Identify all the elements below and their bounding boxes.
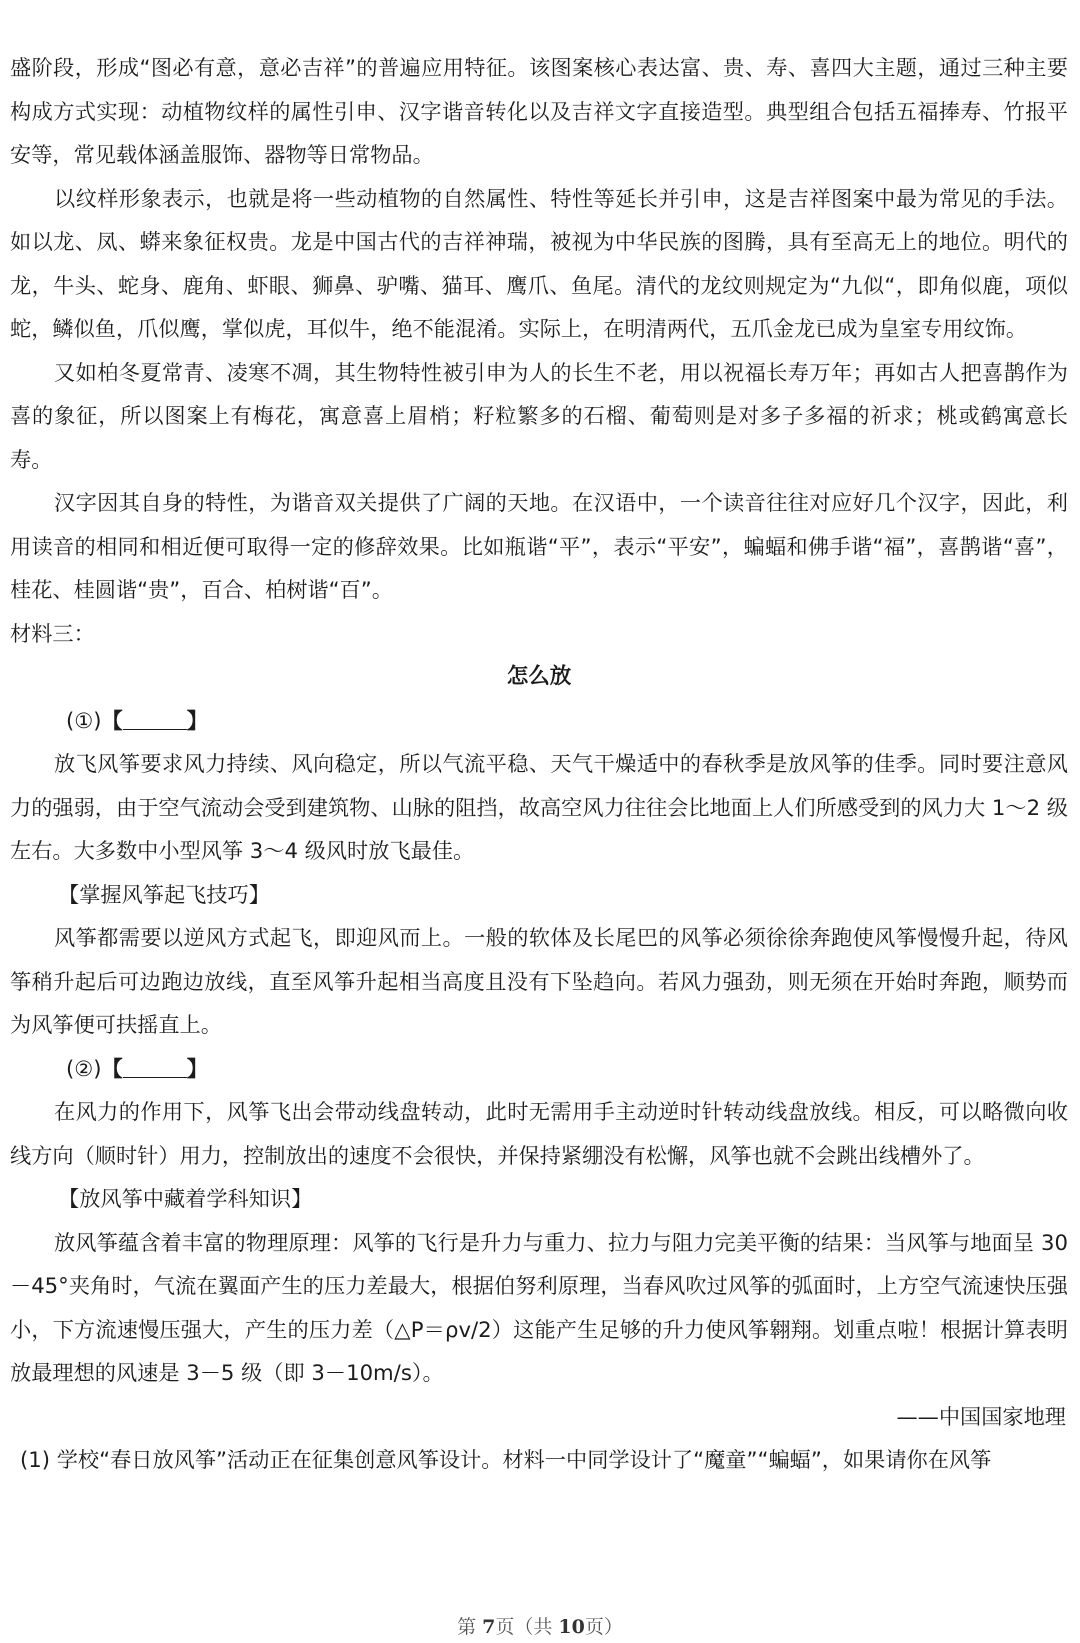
- document-page: [10, 46, 1068, 1482]
- heading-takeoff-skills: 【掌握风筝起飞技巧】: [58, 881, 270, 907]
- paragraph-intro-continued: 盛阶段，形成“图必有意，意必吉祥”的普遍应用特征。该图案核心表达富、贵、寿、喜四大主题，通过三种主要构成方式实现：动植物纹样的属性引申、汉字谐音转化以及吉祥文字直接造型。典型组合包括五福捧寿、竹报平安等，常见载体涵盖服饰、器物等日常物品。: [10, 55, 1068, 167]
- footer-total-pages: 10: [558, 1616, 585, 1638]
- blank-heading-2: [10, 1047, 1068, 1091]
- footer-suffix: 页）: [584, 1616, 623, 1638]
- footer-page-number: 7: [482, 1616, 496, 1638]
- page-footer: [0, 1612, 1080, 1639]
- paragraph-plant-animal-meaning: 又如柏冬夏常青、凌寒不凋，其生物特性被引申为人的长生不老，用以祝福长寿万年；再如古人把喜鹊作为喜的象征，所以图案上有梅花，寓意喜上眉梢；籽粒繁多的石榴、葡萄则是对多子多福的祈求；桃或鹤寓意长寿。: [10, 359, 1068, 472]
- source-attribution: ——中国国家地理: [896, 1403, 1066, 1429]
- question-1: (1) 学校“春日放风筝”活动正在征集创意风筝设计。材料一中同学设计了“魔童”“蝙蝠”，如果请你在风筝: [20, 1447, 992, 1472]
- blank-heading-1-open-bracket: 【: [101, 707, 123, 733]
- footer-prefix: 第: [457, 1616, 483, 1638]
- blank-heading-1-number: (①): [66, 707, 102, 733]
- blank-heading-2-open-bracket: 【: [101, 1055, 123, 1081]
- heading-subject-knowledge: 【放风筝中藏着学科知识】: [58, 1186, 313, 1211]
- paragraph-wind-conditions: 放飞风筝要求风力持续、风向稳定，所以气流平稳、天气干燥适中的春秋季是放风筝的佳季。同时要注意风力的强弱，由于空气流动会受到建筑物、山脉的阻挡，故高空风力往往会比地面上人们所感受到的风力大 1～2 级左右。大多数中小型风筝 3～4 级风时放飞最佳。: [10, 751, 1068, 863]
- paragraph-pattern-symbolism: 以纹样形象表示，也就是将一些动植物的自然属性、特性等延长并引申，这是吉祥图案中最为常见的手法。如以龙、凤、蟒来象征权贵。龙是中国古代的吉祥神瑞，被视为中华民族的图腾，具有至高无上的地位。明代的龙，牛头、蛇身、鹿角、虾眼、狮鼻、驴嘴、猫耳、鹰爪、鱼尾。清代的龙纹则规定为“九似“，即角似鹿，项似蛇，鳞似鱼，爪似鹰，掌似虎，耳似牛，绝不能混淆。实际上，在明清两代，五爪金龙已成为皇室专用纹饰。: [10, 185, 1068, 341]
- paragraph-takeoff: 风筝都需要以逆风方式起飞，即迎风而上。一般的软体及长尾巴的风筝必须徐徐奔跑使风筝慢慢升起，待风筝稍升起后可边跑边放线，直至风筝升起相当高度且没有下坠趋向。若风力强劲，则无须在开始时奔跑，顺势而为风筝便可扶摇直上。: [10, 925, 1068, 1037]
- answer-blank-2[interactable]: [123, 1055, 187, 1078]
- blank-heading-2-number: (②): [66, 1055, 102, 1081]
- blank-heading-2-close-bracket: 】: [186, 1055, 208, 1081]
- paragraph-homophone: 汉字因其自身的特性，为谐音双关提供了广阔的天地。在汉语中，一个读音往往对应好几个汉字，因此，利用读音的相同和相近便可取得一定的修辞效果。比如瓶谐“平”，表示“平安”，蝙蝠和佛手谐“福”，喜鹊谐“喜”，桂花、桂圆谐“贵”，百合、柏树谐“百”。: [10, 490, 1068, 602]
- paragraph-physics: 放风筝蕴含着丰富的物理原理：风筝的飞行是升力与重力、拉力与阻力完美平衡的结果：当风筝与地面呈 30－45°夹角时，气流在翼面产生的压力差最大，根据伯努利原理，当春风吹过风筝的弧面时，上方空气流速快压强小，下方流速慢压强大，产生的压力差（△P＝ρv/2）这能产生足够的升力使风筝翱翔。划重点啦！根据计算表明放最理想的风速是 3－5 级（即 3－10m/s）。: [10, 1229, 1068, 1385]
- paragraph-reel-control: 在风力的作用下，风筝飞出会带动线盘转动，此时无需用手主动逆时针转动线盘放线。相反，可以略微向收线方向（顺时针）用力，控制放出的速度不会很快，并保持紧绷没有松懈，风筝也就不会跳出线槽外了。: [10, 1099, 1068, 1168]
- blank-heading-1: [10, 699, 1068, 743]
- blank-heading-1-close-bracket: 】: [186, 707, 208, 733]
- answer-blank-1[interactable]: [123, 707, 187, 730]
- material-three-title: 怎么放: [506, 664, 572, 689]
- material-three-label: 材料三：: [10, 620, 95, 646]
- footer-middle: 页（共: [495, 1616, 559, 1638]
